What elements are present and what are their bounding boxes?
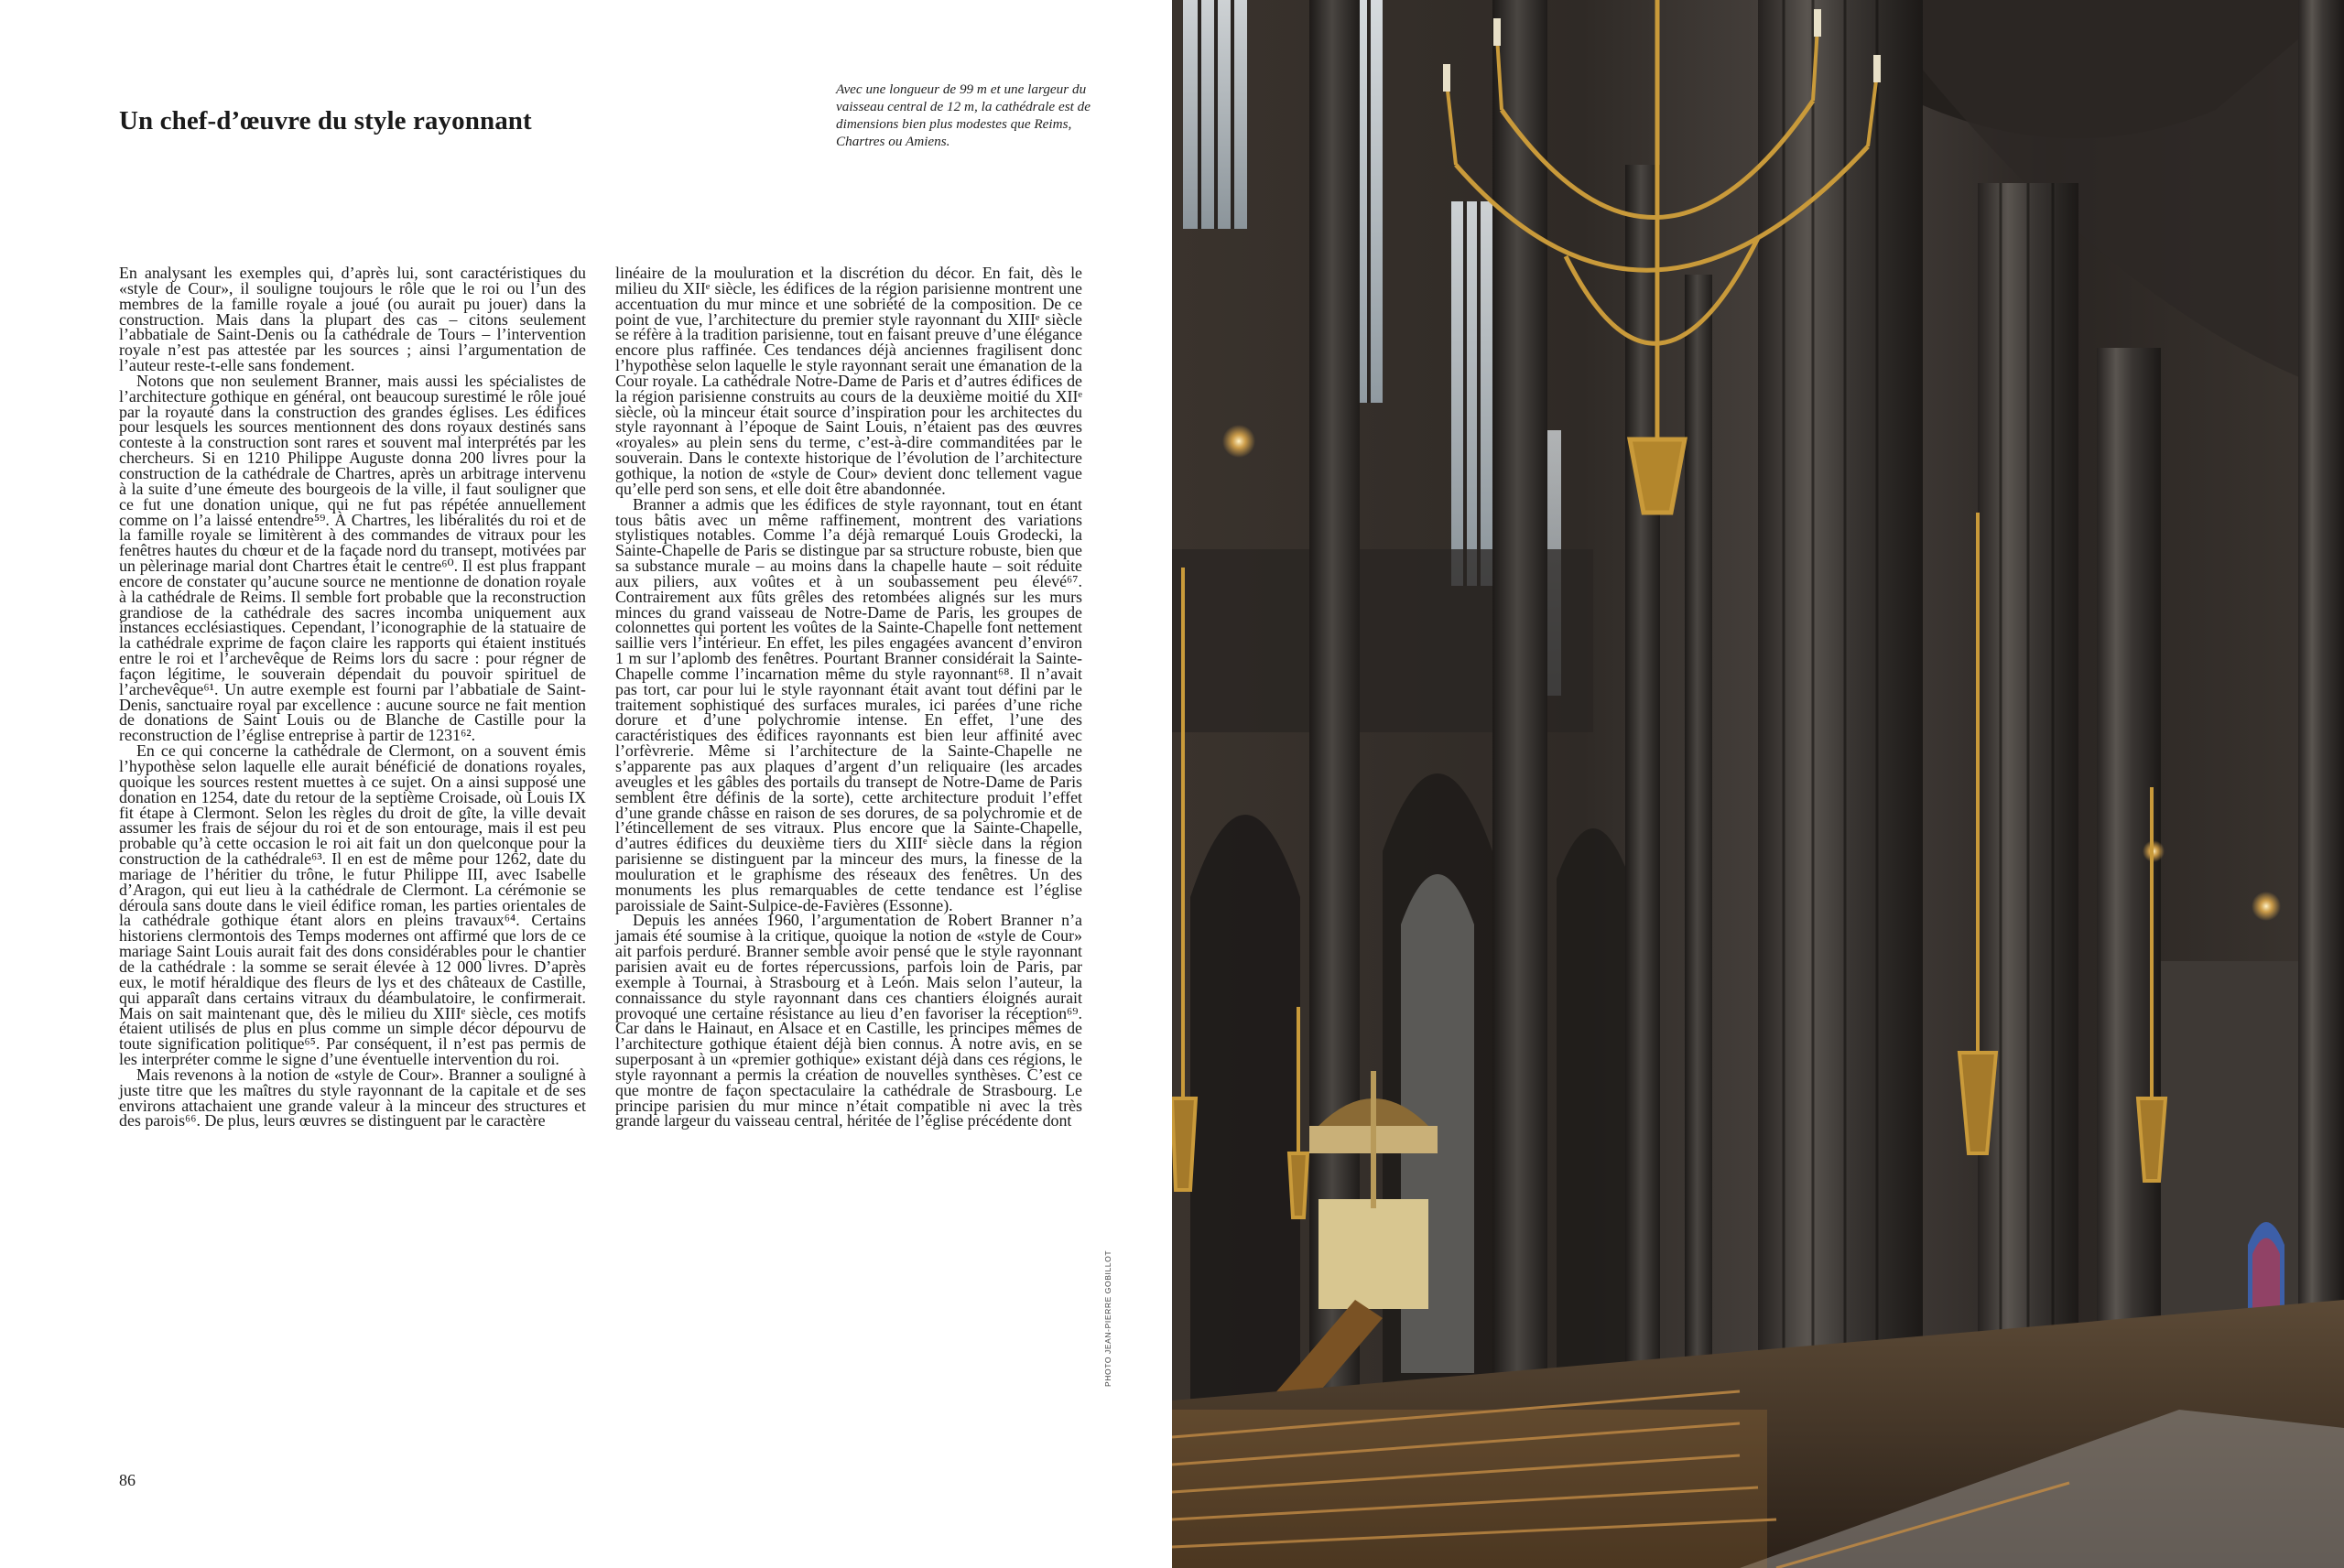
photo-credit: PHOTO JEAN-PIERRE GOBILLOT [1103, 1249, 1112, 1387]
cathedral-nave-photo [1172, 0, 2344, 1568]
text-column-right [615, 265, 1082, 1129]
paragraph: Mais revenons à la notion de «style de Cour». Branner a souligné à juste titre que les maîtres du style rayonnant de la capitale et de ses environs attachaient une grande valeur à la minceur des structures et des parois⁶⁶. De plus, leurs œuvres se distinguent par le caractère [119, 1065, 586, 1130]
paragraph: linéaire de la mouluration et la discrétion du décor. En fait, dès le milieu du XIIᵉ siècle, les édifices de la région parisienne montrent une accentuation du mur mince et une sobriété de la composition. De ce point de vue, l’architecture du premier style rayonnant du XIIIᵉ siècle se réfère à la tradition parisienne, tout en faisant preuve d’une élégance encore plus raffinée. Ces tendances déjà anciennes fragilisent donc l’hypothèse selon laquelle le style rayonnant serait une émanation de la Cour royale. La cathédrale Notre-Dame de Paris et d’autres édifices de la région parisienne construits au cours de la deuxième moitié du XIIᵉ siècle, où la minceur était source d’inspiration pour les architectes du style rayonnant à l’époque de Saint Louis, n’étaient pas des œuvres «royales» au plein sens du terme, c’est-à-dire commanditées par le souverain. Dans le contexte historique de l’évolution de l’architecture gothique, la notion de «style de Cour» devient donc tellement vague qu’elle perd son sens, et elle doit être abandonnée. [615, 264, 1082, 498]
paragraph: En analysant les exemples qui, d’après lui, sont caractéristiques du «style de Cour», il souligne toujours le rôle que le roi ou l’un des membres de la famille royale a joué (ou aurait pu jouer) dans la construction. Mais dans la plupart des cas – citons seulement l’abbatiale de Saint-Denis ou la cathédrale de Tours – l’intervention royale n’est pas attestée par les sources ; ainsi l’argumentation de l’auteur reste-t-elle sans fondement. [119, 264, 586, 375]
photo-caption: Avec une longueur de 99 m et une largeur du vaisseau central de 12 m, la cathédrale est de dimensions bien plus modestes que Reims, Chartres ou Amiens. [836, 81, 1091, 149]
paragraph: Notons que non seulement Branner, mais aussi les spécialistes de l’architecture gothique en général, ont beaucoup surestimé le rôle joué par la royauté dans la construction des grandes églises. Les édifices pour lesquels les sources mentionnent des dons royaux destinés sans conteste à la construction sont rares et souvent mal interprétés par les chercheurs. Si en 1210 Philippe Auguste donna 200 livres pour la construction de la cathédrale de Chartres, après un arbitrage intervenu à la suite d’une émeute des bourgeois de la ville, il faut souligner que ce fut une donation unique, qui ne fut pas répétée annuellement comme on l’a laissé entendre⁵⁹. À Chartres, les libéralités du roi et de la famille royale se limitèrent à des commandes de vitraux pour les fenêtres hautes du chœur et de la façade nord du transept, motivées par un pèlerinage marial dont Chartres était le centre⁶⁰. Il est plus frappant encore de constater qu’aucune source ne mentionne de donation royale à la cathédrale de Reims. Il semble fort probable que la reconstruction grandiose de la cathédrale des sacres incomba uniquement aux instances ecclésiastiques. Cependant, l’iconographie de la statuaire de la cathédrale exprime de façon claire les rapports qui étaient institués entre le roi et l’archevêque de Reims lors du sacre : pour régner de façon légitime, le souverain dépendait du pouvoir spirituel de l’archevêque⁶¹. Un autre exemple est fourni par l’abbatiale de Saint-Denis, sanctuaire royal par excellence : aucune source ne fait mention de donations de Saint Louis ou de Blanche de Castille pour la reconstruction de l’église entreprise à partir de 1231⁶². [119, 371, 586, 745]
paragraph: Depuis les années 1960, l’argumentation de Robert Branner n’a jamais été soumise à la critique, quoique la notion de «style de Cour» ait parfois perduré. Branner semble avoir pensé que le style rayonnant parisien avait eu de fortes répercussions, parfois loin de Paris, par exemple à Tournai, à Strasbourg et à León. Mais selon l’auteur, la connaissance du style rayonnant dans ces chantiers éloignés aurait provoqué une certaine résistance au lieu d’en favoriser la réception⁶⁹. Car dans le Hainaut, en Alsace et en Castille, les principes mêmes de l’architecture gothique étaient déjà bien connus. À notre avis, en se superposant à un «premier gothique» existant déjà dans ces régions, le style rayonnant a permis la création de nouvelles synthèses. C’est ce que montre de façon spectaculaire la cathédrale de Strasbourg. Le principe parisien du mur mince n’était compatible ni avec la très grande largeur du vaisseau central, héritée de l’église précédente dont [615, 911, 1082, 1130]
section-title: Un chef-d’œuvre du style rayonnant [119, 106, 532, 135]
text-column-left [119, 265, 586, 1129]
page-number: 86 [119, 1471, 136, 1489]
paragraph: En ce qui concerne la cathédrale de Clermont, on a souvent émis l’hypothèse selon laquelle elle aurait bénéficié de donations royales, quoique les sources restent muettes à ce sujet. On a ainsi supposé une donation en 1254, date du retour de la septième Croisade, où Louis IX fit étape à Clermont. Selon les règles du droit de gîte, la ville devait assumer les frais de séjour du roi et de son entourage, mais il est peu probable qu’à cette occasion le roi ait fait un don quelconque pour la construction de la cathédrale⁶³. Il en est de même pour 1262, date du mariage de l’héritier du trône, le futur Philippe III, avec Isabelle d’Aragon, qui eut lieu à la cathédrale de Clermont. La cérémonie se déroula sans doute dans le vieil édifice roman, les parties orientales de la cathédrale gothique étant alors en pleins travaux⁶⁴. Certains historiens clermontois des Temps modernes ont affirmé que lors de ce mariage Saint Louis aurait fait des dons considérables pour le chantier de la cathédrale : la somme se serait élevée à 12 000 livres. D’après eux, le motif héraldique des fleurs de lys et des châteaux de Castille, qui apparaît dans certains vitraux du déambulatoire, le confirmerait. Mais on sait maintenant que, dès le milieu du XIIIᵉ siècle, ces motifs étaient utilisés de plus en plus comme un simple décor dépourvu de toute signification politique⁶⁵. Par conséquent, il n’est pas permis de les interpréter comme le signe d’une éventuelle intervention du roi. [119, 741, 586, 1069]
paragraph: Branner a admis que les édifices de style rayonnant, tout en étant tous bâtis avec un même raffinement, montrent des variations stylistiques notables. Comme l’a déjà remarqué Louis Grodecki, la Sainte-Chapelle de Paris se distingue par sa structure robuste, bien que sa substance murale – au moins dans la chapelle haute – soit réduite aux piliers, aux voûtes et à un soubassement peu élevé⁶⁷. Contrairement aux fûts grêles des retombées alignés sur les murs minces du grand vaisseau de Notre-Dame de Paris, les groupes de colonnettes qui portent les voûtes de la Sainte-Chapelle font nettement saillie vers l’intérieur. En effet, les piles engagées avancent d’environ 1 m sur l’aplomb des fenêtres. Pourtant Branner considérait la Sainte-Chapelle comme l’incarnation même du style rayonnant⁶⁸. Il n’avait pas tort, car pour lui le style rayonnant était avant tout défini par le traitement sophistiqué des surfaces murales, ici parées d’une riche dorure et d’une polychromie intense. En effet, l’une des caractéristiques des édifices rayonnants est bien leur affinité avec l’orfèvrerie. Même si l’architecture de la Sainte-Chapelle ne s’apparente pas aux plaques d’argent d’un reliquaire (les arcades aveugles et les gâbles des portails du transept de Notre-Dame de Paris semblent être définis de la sorte), cette architecture produit l’effet d’une grande châsse en raison de ses dorures, de sa polychromie et de l’étincellement de ses vitraux. Plus encore que la Sainte-Chapelle, d’autres édifices du deuxième tiers du XIIIᵉ siècle dans la région parisienne se distinguent par la minceur des murs, la finesse de la mouluration et le graphisme des réseaux des fenêtres. Un des monuments les plus remarquables de cette tendance est l’église paroissiale de Saint-Sulpice-de-Favières (Essonne). [615, 494, 1082, 914]
